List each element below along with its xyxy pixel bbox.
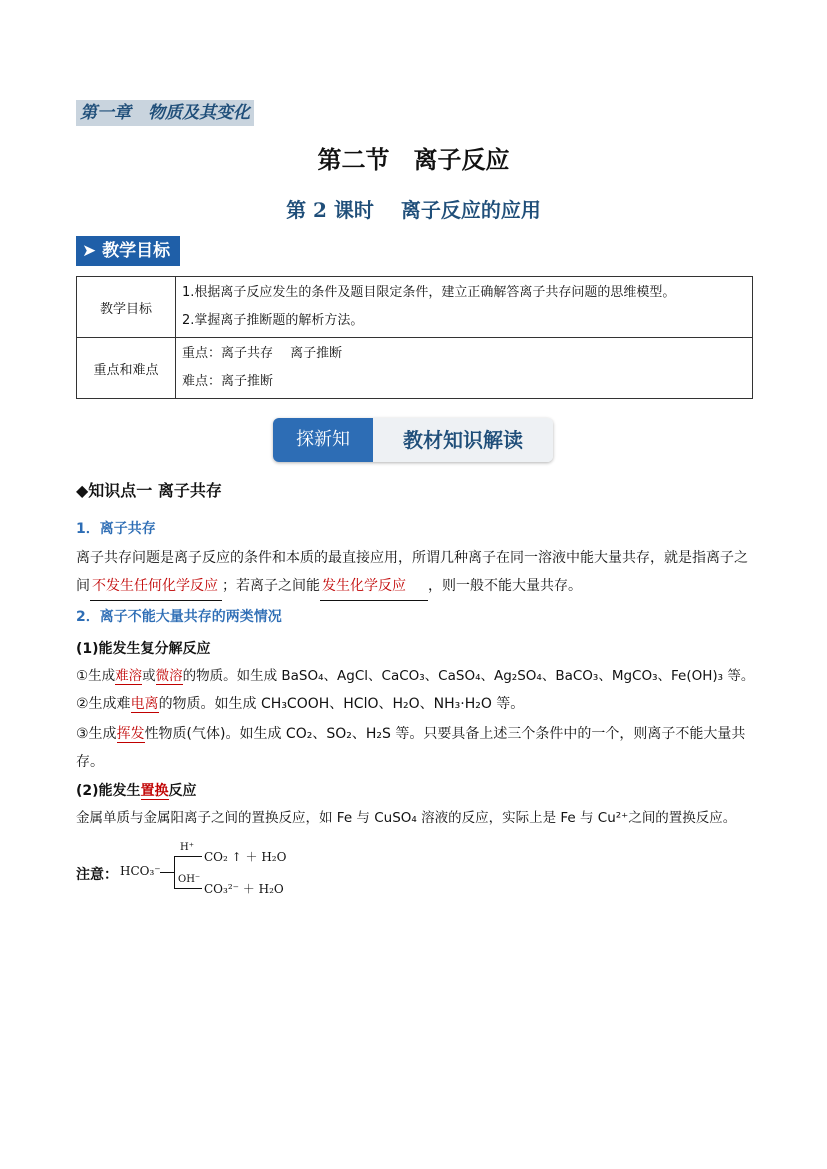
section-banner: ➤ 教学目标 — [76, 236, 180, 266]
knowledge-box-right: 教材知识解读 — [373, 418, 553, 462]
reaction-scheme — [120, 842, 340, 904]
list-item — [76, 662, 756, 690]
text: ，则一般不能大量共存。 — [428, 578, 582, 594]
product: CO₃²⁻ ＋ H₂O — [204, 882, 284, 896]
lesson-subtitle: 第 2 课时 离子反应的应用 — [286, 198, 541, 222]
text: ；若离子之间能 — [222, 578, 320, 594]
keyword: 电离 — [130, 696, 159, 712]
table-cell: 教学目标 — [77, 277, 176, 338]
text: 离子共存问题是离子反应的条件和本质的最直接应用，所谓几种离子在同一溶液中能大量共存，就是指离子之间 — [76, 550, 748, 594]
arrow — [174, 856, 202, 857]
text: ③生成 — [76, 726, 117, 742]
chapter-label: 第一章 物质及其变化 — [76, 100, 254, 126]
paragraph: 金属单质与金属阳离子之间的置换反应，如 Fe 与 CuSO₄ 溶液的反应，实际上是 Fe 与 Cu²⁺之间的置换反应。 — [76, 810, 737, 826]
note-label: 注意： — [76, 867, 118, 883]
table-cell — [176, 338, 753, 399]
product: CO₂ ↑ ＋ H₂O — [204, 850, 287, 864]
knowledge-point-heading: ◆知识点一 离子共存 — [76, 481, 222, 500]
answer-blank: 不发生任何化学反应 — [90, 572, 222, 601]
knowledge-box-left: 探新知 — [273, 418, 373, 462]
branch-line — [160, 872, 174, 873]
branch-line — [174, 856, 175, 888]
sub-heading — [76, 780, 197, 800]
keyword: 微溶 — [155, 668, 183, 684]
answer-blank: 发生化学反应 — [320, 572, 428, 601]
goal-line: 难点：离子推断 — [182, 374, 274, 389]
table-row — [77, 338, 753, 399]
table-cell: 重点和难点 — [77, 338, 176, 399]
text: 或 — [142, 668, 156, 684]
text: ②生成难 — [76, 696, 131, 712]
keyword: 挥发 — [116, 726, 145, 742]
table-cell — [176, 277, 753, 338]
text: 性物质(气体)。如生成 CO₂、SO₂、H₂S 等。只要具备上述三个条件中的一个，则离子不能大量共存。 — [76, 726, 746, 770]
goals-table — [76, 276, 753, 399]
keyword: 置换 — [140, 783, 169, 799]
goal-line: 2.掌握离子推断题的解析方法。 — [182, 313, 364, 328]
condition: OH⁻ — [178, 874, 201, 885]
text: 的物质。如生成 CH₃COOH、HClO、H₂O、NH₃·H₂O 等。 — [158, 696, 525, 712]
reactant: HCO₃⁻ — [120, 864, 161, 878]
arrow — [174, 888, 202, 889]
list-item — [76, 690, 756, 718]
knowledge-box — [273, 418, 553, 462]
paragraph — [76, 544, 756, 601]
keyword: 难溶 — [115, 668, 143, 684]
table-row — [77, 277, 753, 338]
text: 反应 — [168, 783, 197, 799]
section-heading: 2．离子不能大量共存的两类情况 — [76, 609, 282, 625]
page-title: 第二节 离子反应 — [317, 146, 510, 174]
goal-line: 重点：离子共存 离子推断 — [182, 346, 343, 361]
sub-heading: (1)能发生复分解反应 — [76, 641, 211, 657]
list-item — [76, 720, 756, 776]
section-heading: 1．离子共存 — [76, 521, 156, 537]
condition: H⁺ — [180, 842, 194, 853]
goal-line: 1.根据离子反应发生的条件及题目限定条件，建立正确解答离子共存问题的思维模型。 — [182, 285, 676, 300]
text: (2)能发生 — [76, 783, 141, 799]
text: ①生成 — [76, 668, 116, 684]
text: 的物质。如生成 BaSO₄、AgCl、CaCO₃、CaSO₄、Ag₂SO₄、BaCO₃、MgCO₃、Fe(OH)₃ 等。 — [182, 668, 755, 684]
